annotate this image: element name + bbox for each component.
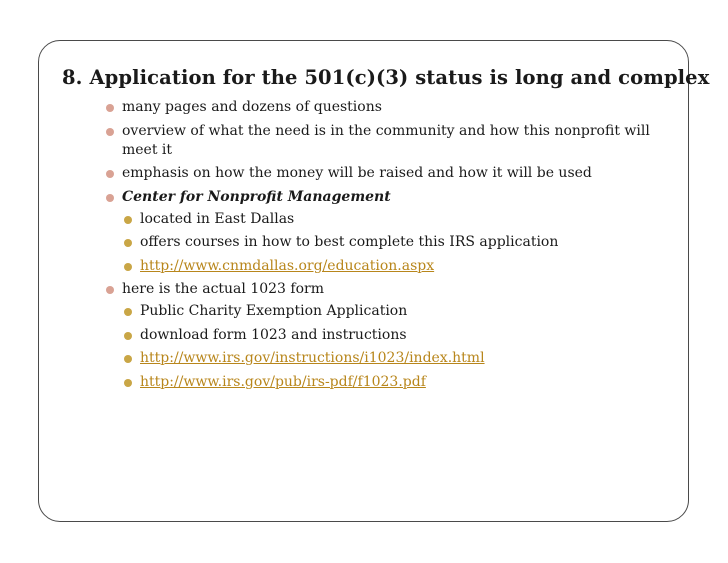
sub-list-item [122, 257, 664, 276]
bullet-icon [106, 128, 114, 136]
sub-list-item [122, 373, 664, 392]
sub-list-item [122, 210, 664, 229]
bullet-icon [106, 194, 114, 202]
cnm-education-link[interactable]: http://www.cnmdallas.org/education.aspx [140, 257, 435, 274]
bullet-list [104, 98, 664, 396]
list-item [104, 280, 664, 392]
list-item [104, 98, 664, 117]
organization-name: Center for Nonprofit Management [122, 188, 391, 205]
bullet-icon [124, 332, 132, 340]
irs-form-pdf-link[interactable]: http://www.irs.gov/pub/irs-pdf/f1023.pdf [140, 373, 426, 390]
bullet-icon [124, 239, 132, 247]
sub-bullet-text: located in East Dallas [140, 210, 295, 227]
sub-bullet-text: download form 1023 and instructions [140, 326, 407, 343]
bullet-icon [124, 355, 132, 363]
sub-list-item [122, 349, 664, 368]
bullet-text: emphasis on how the money will be raised and how it will be used [122, 165, 592, 181]
bullet-text: many pages and dozens of questions [122, 99, 382, 115]
sub-list [122, 210, 664, 276]
irs-instructions-link[interactable]: http://www.irs.gov/instructions/i1023/index.html [140, 350, 485, 366]
bullet-icon [124, 216, 132, 224]
bullet-icon [124, 263, 132, 271]
bullet-icon [106, 286, 114, 294]
sub-bullet-text: offers courses in how to best complete this IRS application [140, 234, 559, 250]
sub-bullet-text: Public Charity Exemption Application [140, 303, 408, 319]
list-item [104, 122, 664, 160]
bullet-icon [124, 308, 132, 316]
bullet-icon [124, 379, 132, 387]
list-item [104, 164, 664, 183]
sub-list-item [122, 326, 664, 345]
bullet-icon [106, 170, 114, 178]
sub-list-item [122, 233, 664, 252]
bullet-text: overview of what the need is in the community and how this nonprofit will meet it [122, 122, 650, 158]
bullet-text: here is the actual 1023 form [122, 281, 324, 297]
list-item [104, 188, 664, 276]
slide-title: 8. Application for the 501(c)(3) status is long and complex [62, 66, 710, 89]
sub-list [122, 302, 664, 392]
bullet-icon [106, 104, 114, 112]
sub-list-item [122, 302, 664, 321]
